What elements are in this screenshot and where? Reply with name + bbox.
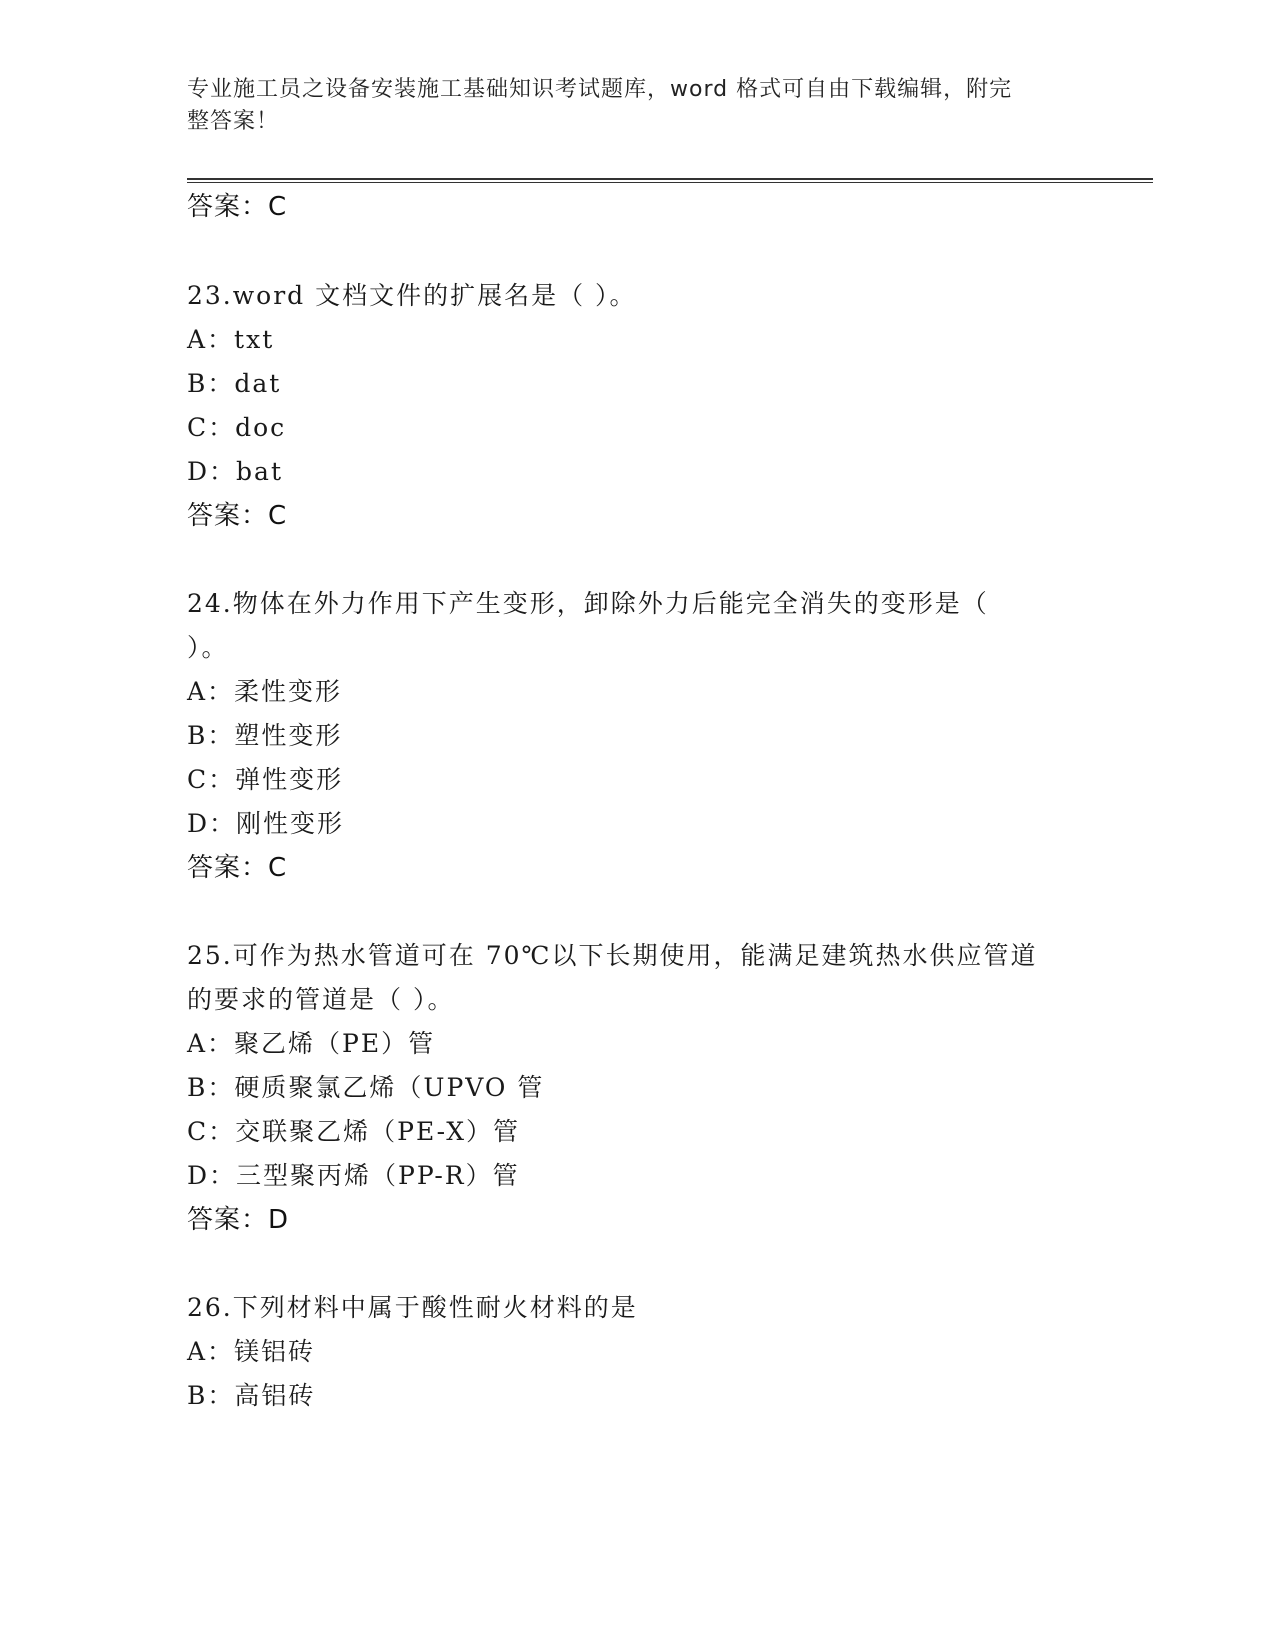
answer-23: 答案：C: [187, 501, 288, 531]
question-24-stem: 24.物体在外力作用下产生变形，卸除外力后能完全消失的变形是（: [187, 589, 989, 618]
header-line-1: 专业施工员之设备安装施工基础知识考试题库，word 格式可自由下载编辑，附完: [187, 77, 1013, 102]
question-23-option-d: D：bat: [187, 457, 283, 486]
header-divider-thin: [187, 182, 1153, 183]
question-24-option-d: D：刚性变形: [187, 809, 345, 838]
question-25-stem: 25.可作为热水管道可在 70℃以下长期使用，能满足建筑热水供应管道: [187, 941, 1038, 970]
answer-24: 答案：C: [187, 853, 288, 883]
question-23-stem: 23.word 文档文件的扩展名是（ ）。: [187, 281, 637, 310]
header-line-2: 整答案！: [187, 109, 280, 134]
answer-22: 答案：C: [187, 192, 288, 222]
question-25-option-a: A：聚乙烯（PE）管: [187, 1029, 436, 1058]
document-header: [187, 74, 1067, 138]
question-26-option-b: B：高铝砖: [187, 1381, 316, 1410]
question-24-option-a: A：柔性变形: [187, 677, 343, 706]
question-24-option-c: C：弹性变形: [187, 765, 344, 794]
question-26-option-a: A：镁铝砖: [187, 1337, 316, 1366]
question-23-option-c: C：doc: [187, 413, 287, 442]
question-24-stem-cont: ）。: [187, 633, 229, 662]
question-23-option-b: B：dat: [187, 369, 282, 398]
question-26-stem: 26.下列材料中属于酸性耐火材料的是: [187, 1293, 638, 1322]
question-23-option-a: A：txt: [187, 325, 275, 354]
question-24-option-b: B：塑性变形: [187, 721, 343, 750]
question-25-option-c: C：交联聚乙烯（PE-X）管: [187, 1117, 521, 1146]
header-divider: [187, 178, 1153, 180]
answer-25: 答案：D: [187, 1205, 290, 1235]
question-25-option-d: D：三型聚丙烯（PP-R）管: [187, 1161, 520, 1190]
question-25-option-b: B：硬质聚氯乙烯（UPVO 管: [187, 1073, 545, 1102]
question-25-stem-cont: 的要求的管道是（ ）。: [187, 985, 455, 1014]
